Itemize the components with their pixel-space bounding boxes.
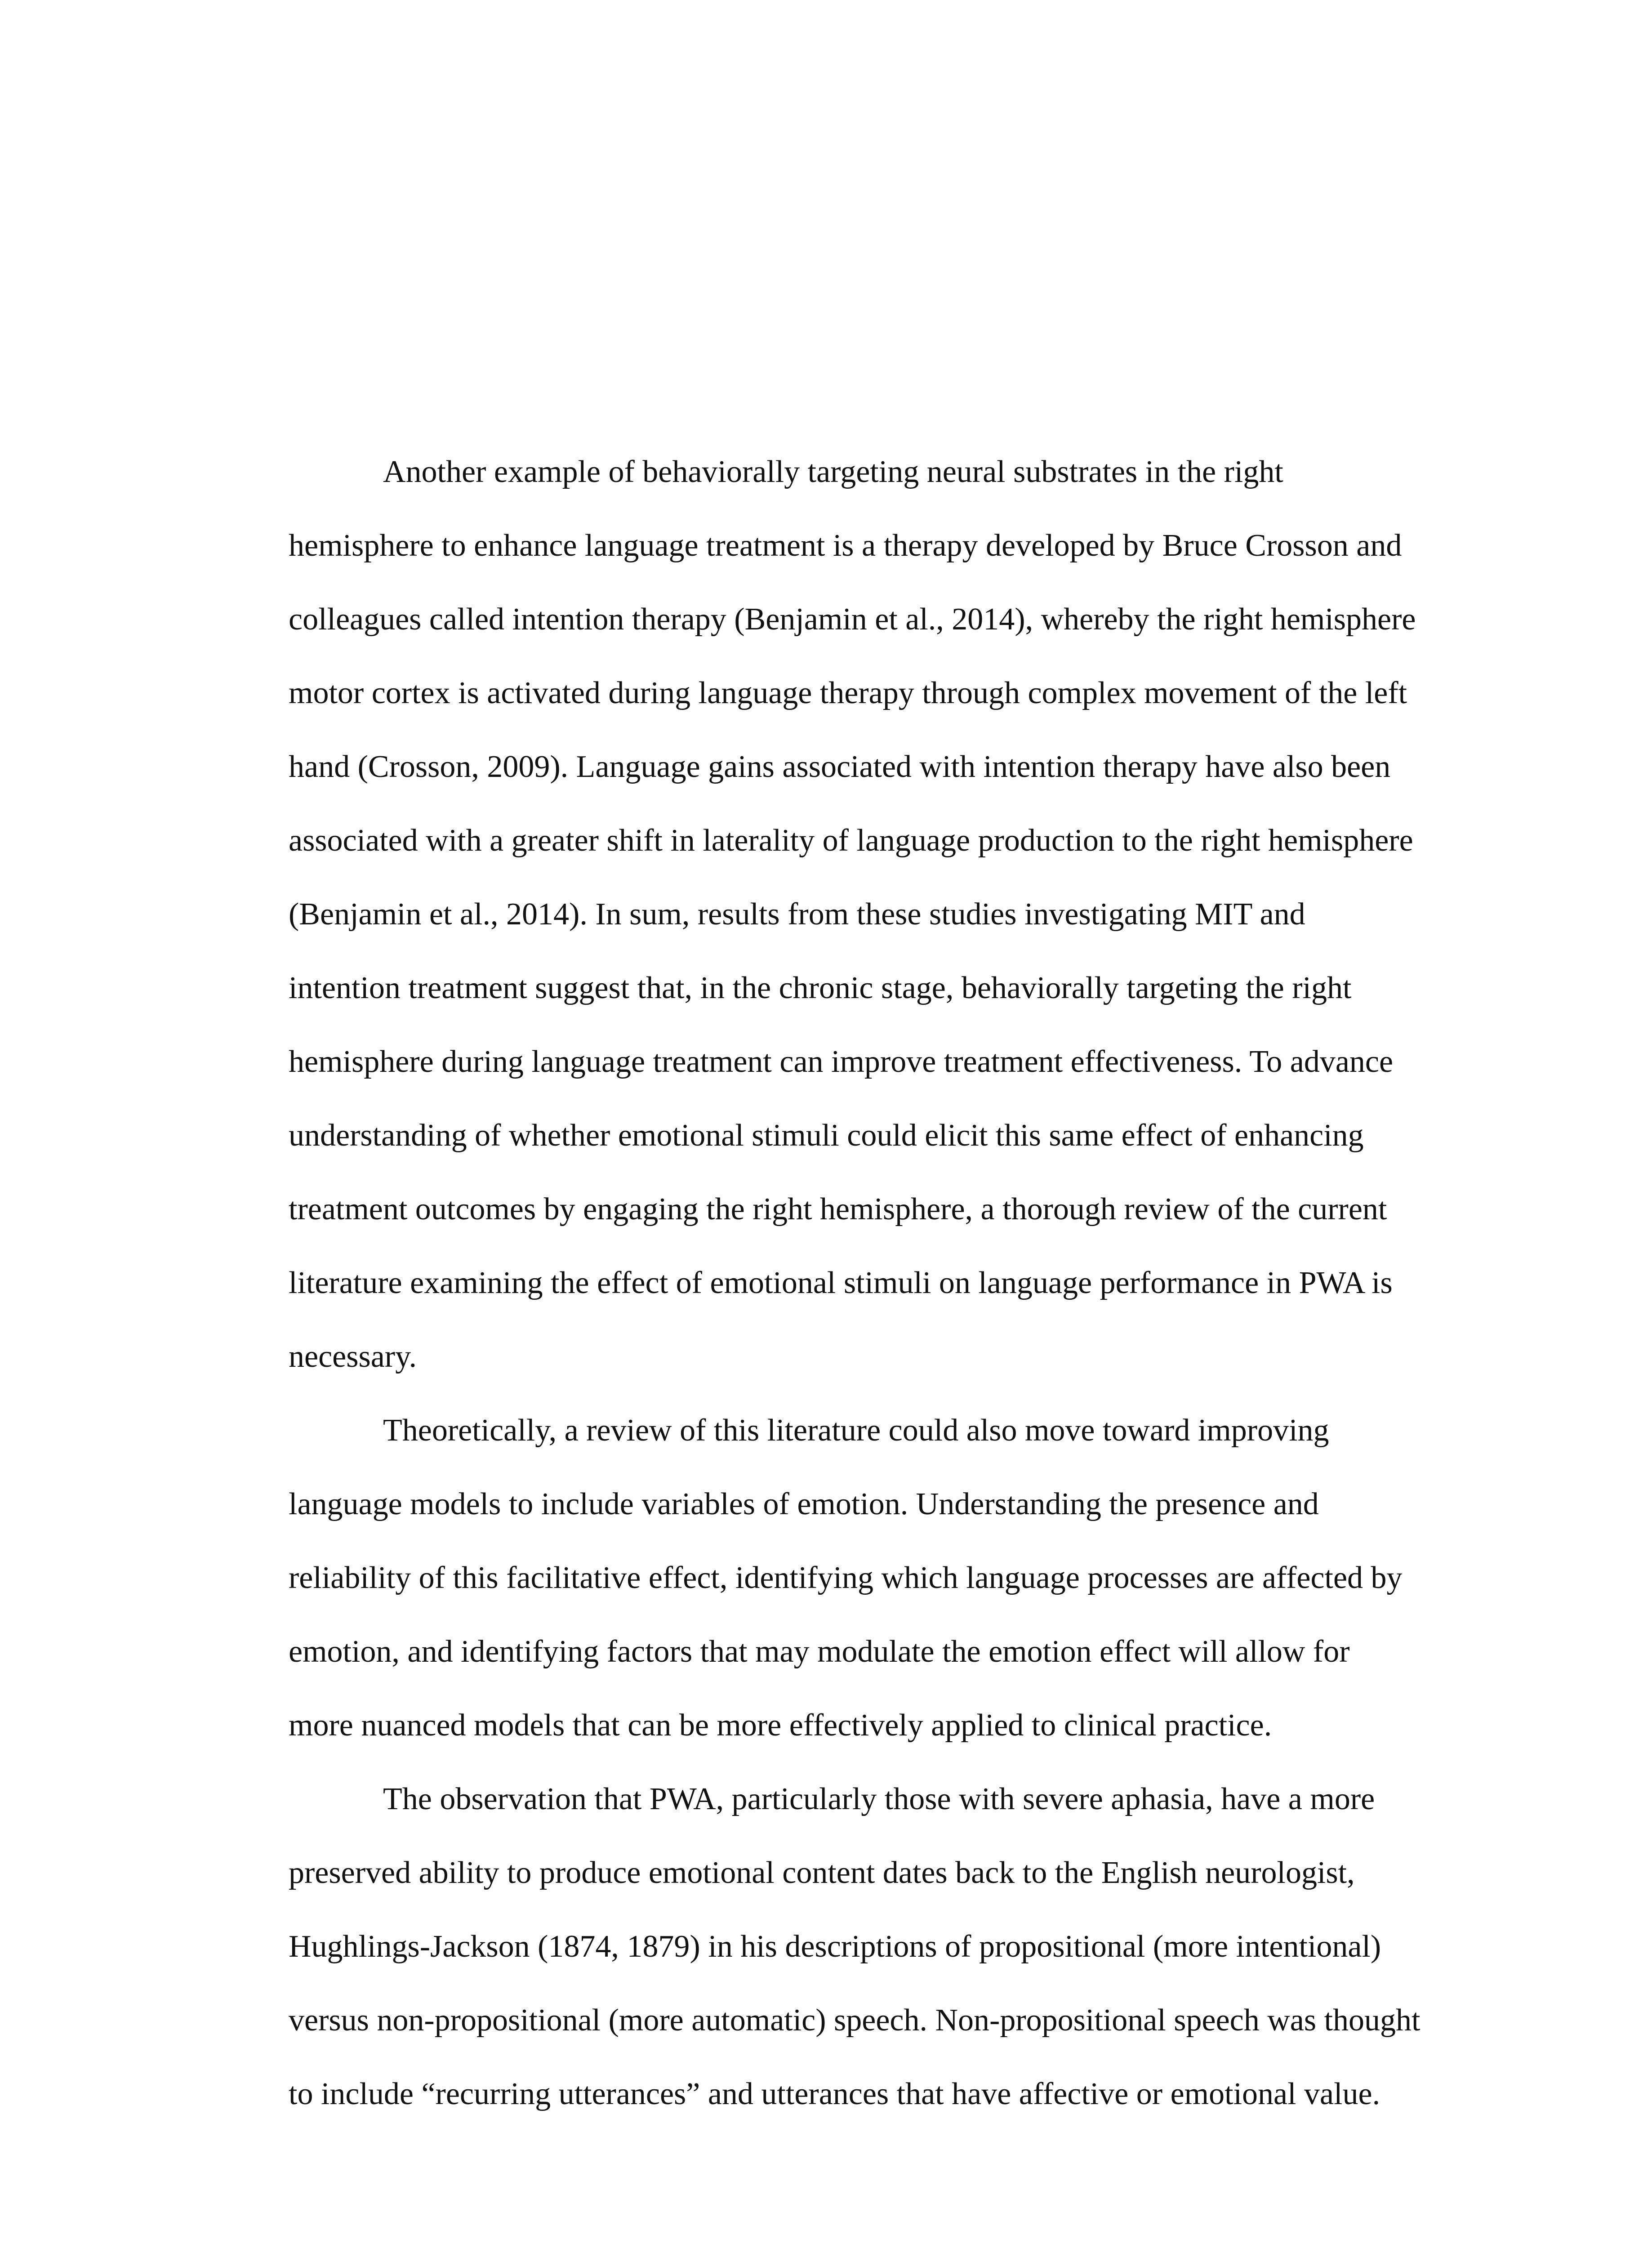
paragraph-line: hand (Crosson, 2009). Language gains associated with intention therapy have also been bbox=[289, 749, 1391, 784]
paragraph-line: Another example of behaviorally targeting neural substrates in the right bbox=[383, 455, 1283, 489]
paragraph-line: treatment outcomes by engaging the right hemisphere, a thorough review of the current bbox=[289, 1192, 1387, 1227]
paragraph-line: associated with a greater shift in laterality of language production to the right hemisphere bbox=[289, 823, 1413, 858]
paragraph-line: motor cortex is activated during language therapy through complex movement of the left bbox=[289, 676, 1407, 710]
paragraph-line: reliability of this facilitative effect, identifying which language processes are affected by bbox=[289, 1561, 1403, 1595]
paragraph-line: intention treatment suggest that, in the chronic stage, behaviorally targeting the right bbox=[289, 971, 1352, 1005]
paragraph-line: Hughlings-Jackson (1874, 1879) in his descriptions of propositional (more intentional) bbox=[289, 1929, 1381, 1964]
paragraph-line: language models to include variables of emotion. Understanding the presence and bbox=[289, 1487, 1319, 1521]
paragraph-line: to include “recurring utterances” and utterances that have affective or emotional value. bbox=[289, 2077, 1380, 2111]
paragraph-line: hemisphere during language treatment can improve treatment effectiveness. To advance bbox=[289, 1044, 1394, 1079]
paragraph-line: versus non-propositional (more automatic) speech. Non-propositional speech was thought bbox=[289, 2003, 1420, 2038]
paragraph-line: emotion, and identifying factors that may modulate the emotion effect will allow for bbox=[289, 1634, 1350, 1669]
paragraph-line: colleagues called intention therapy (Benjamin et al., 2014), whereby the right hemisphere bbox=[289, 602, 1416, 637]
paragraph-line: more nuanced models that can be more effectively applied to clinical practice. bbox=[289, 1708, 1272, 1743]
paragraph-line: hemisphere to enhance language treatment is a therapy developed by Bruce Crosson and bbox=[289, 528, 1402, 563]
paragraph-line: preserved ability to produce emotional content dates back to the English neurologist, bbox=[289, 1855, 1355, 1890]
paragraph-line: necessary. bbox=[289, 1339, 417, 1374]
paragraph-line: Theoretically, a review of this literature could also move toward improving bbox=[383, 1413, 1329, 1448]
paragraph-line: understanding of whether emotional stimuli could elicit this same effect of enhancing bbox=[289, 1118, 1364, 1153]
paragraph-line: literature examining the effect of emotional stimuli on language performance in PWA is bbox=[289, 1266, 1393, 1300]
paragraph-line: (Benjamin et al., 2014). In sum, results from these studies investigating MIT and bbox=[289, 897, 1305, 932]
paragraph-line: The observation that PWA, particularly those with severe aphasia, have a more bbox=[383, 1782, 1375, 1816]
